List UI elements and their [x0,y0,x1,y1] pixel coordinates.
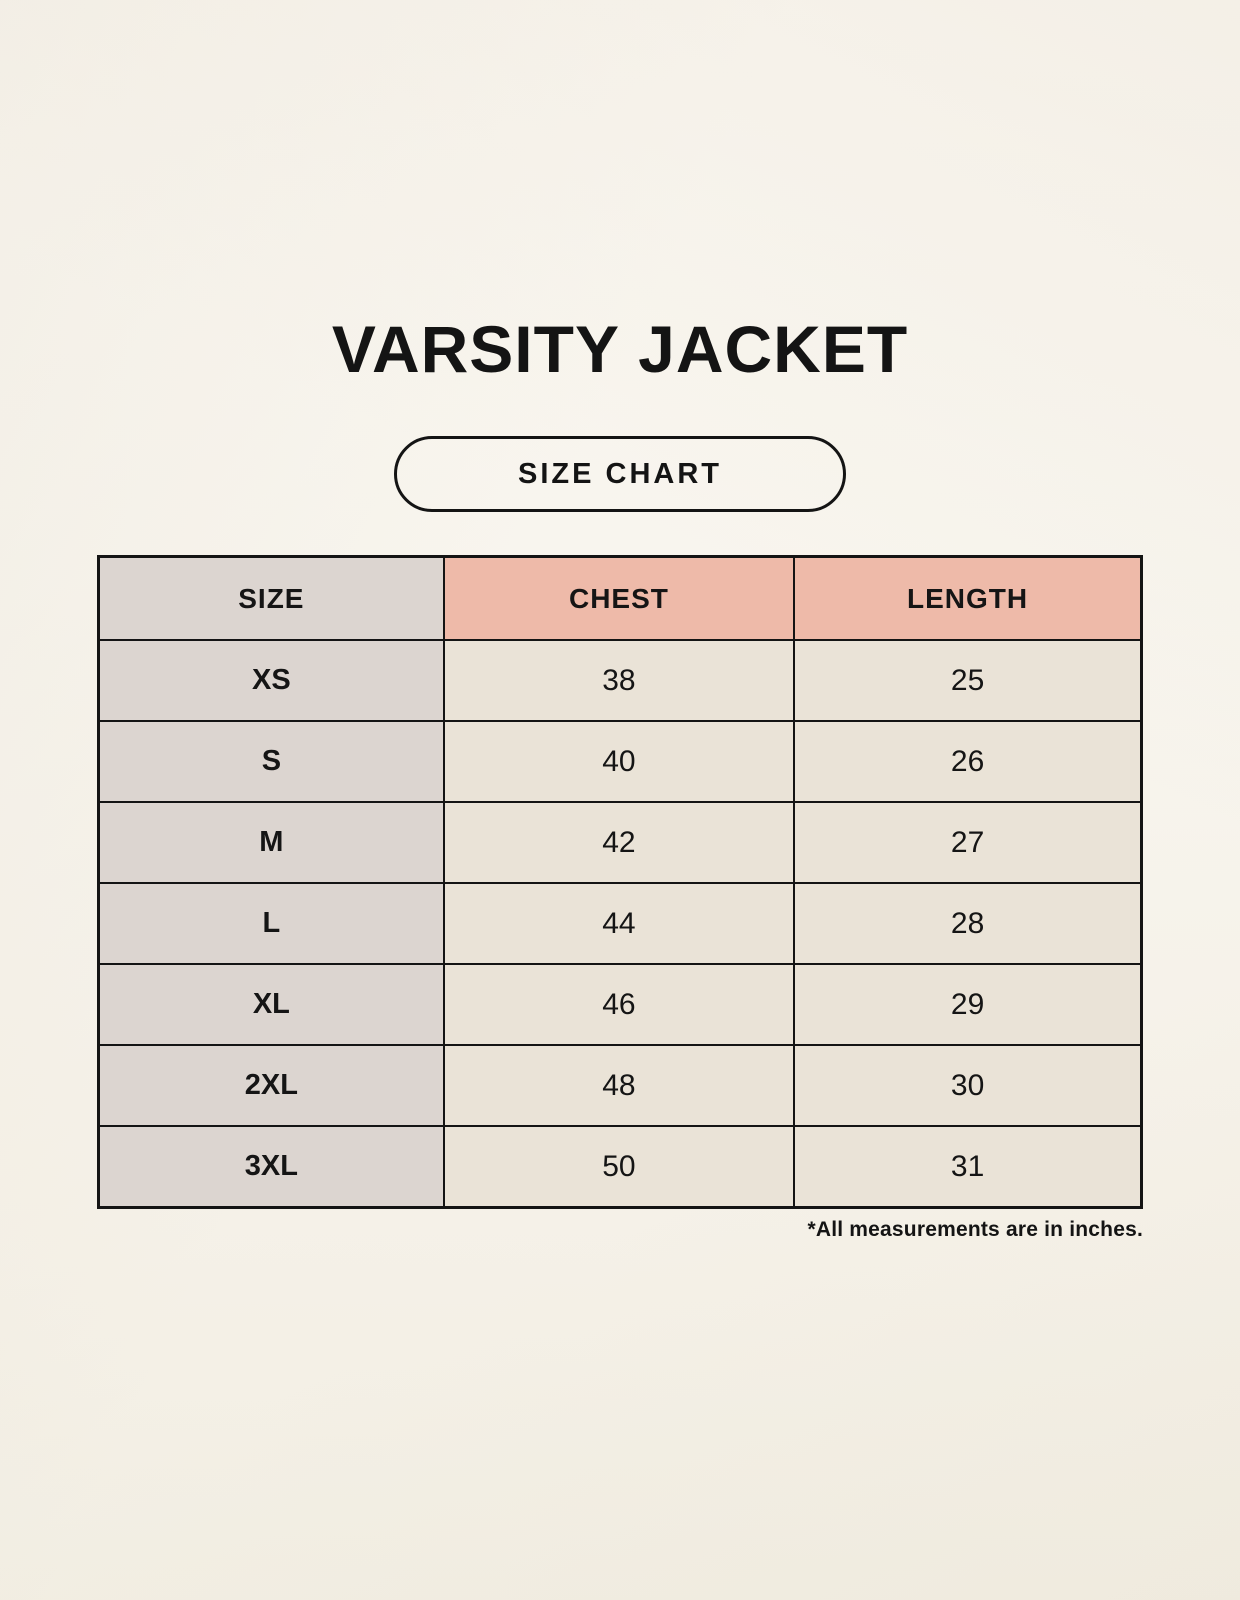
length-cell: 29 [794,964,1141,1045]
size-cell: S [99,721,444,802]
table-row [99,883,1142,964]
length-cell: 26 [794,721,1141,802]
size-chart-button-label: SIZE CHART [518,457,722,490]
table-row [99,1045,1142,1126]
column-header-size: SIZE [99,557,444,641]
chest-cell: 40 [444,721,794,802]
chest-cell: 44 [444,883,794,964]
column-header-length: LENGTH [794,557,1141,641]
chest-cell: 38 [444,640,794,721]
table-row [99,640,1142,721]
table-row [99,1126,1142,1208]
size-table-container [97,555,1143,1242]
size-cell: M [99,802,444,883]
table-row [99,964,1142,1045]
size-cell: 3XL [99,1126,444,1208]
chest-cell: 48 [444,1045,794,1126]
measurements-footnote: *All measurements are in inches. [807,1218,1143,1241]
chest-cell: 50 [444,1126,794,1208]
size-cell: 2XL [99,1045,444,1126]
length-cell: 25 [794,640,1141,721]
length-cell: 27 [794,802,1141,883]
size-table [97,555,1143,1209]
column-header-chest: CHEST [444,557,794,641]
length-cell: 31 [794,1126,1141,1208]
size-chart-button[interactable] [394,436,846,512]
chest-cell: 42 [444,802,794,883]
table-row [99,721,1142,802]
table-header-row [99,557,1142,641]
length-cell: 30 [794,1045,1141,1126]
page-title: VARSITY JACKET [331,312,909,386]
length-cell: 28 [794,883,1141,964]
size-cell: XS [99,640,444,721]
size-cell: XL [99,964,444,1045]
chest-cell: 46 [444,964,794,1045]
table-row [99,802,1142,883]
size-cell: L [99,883,444,964]
